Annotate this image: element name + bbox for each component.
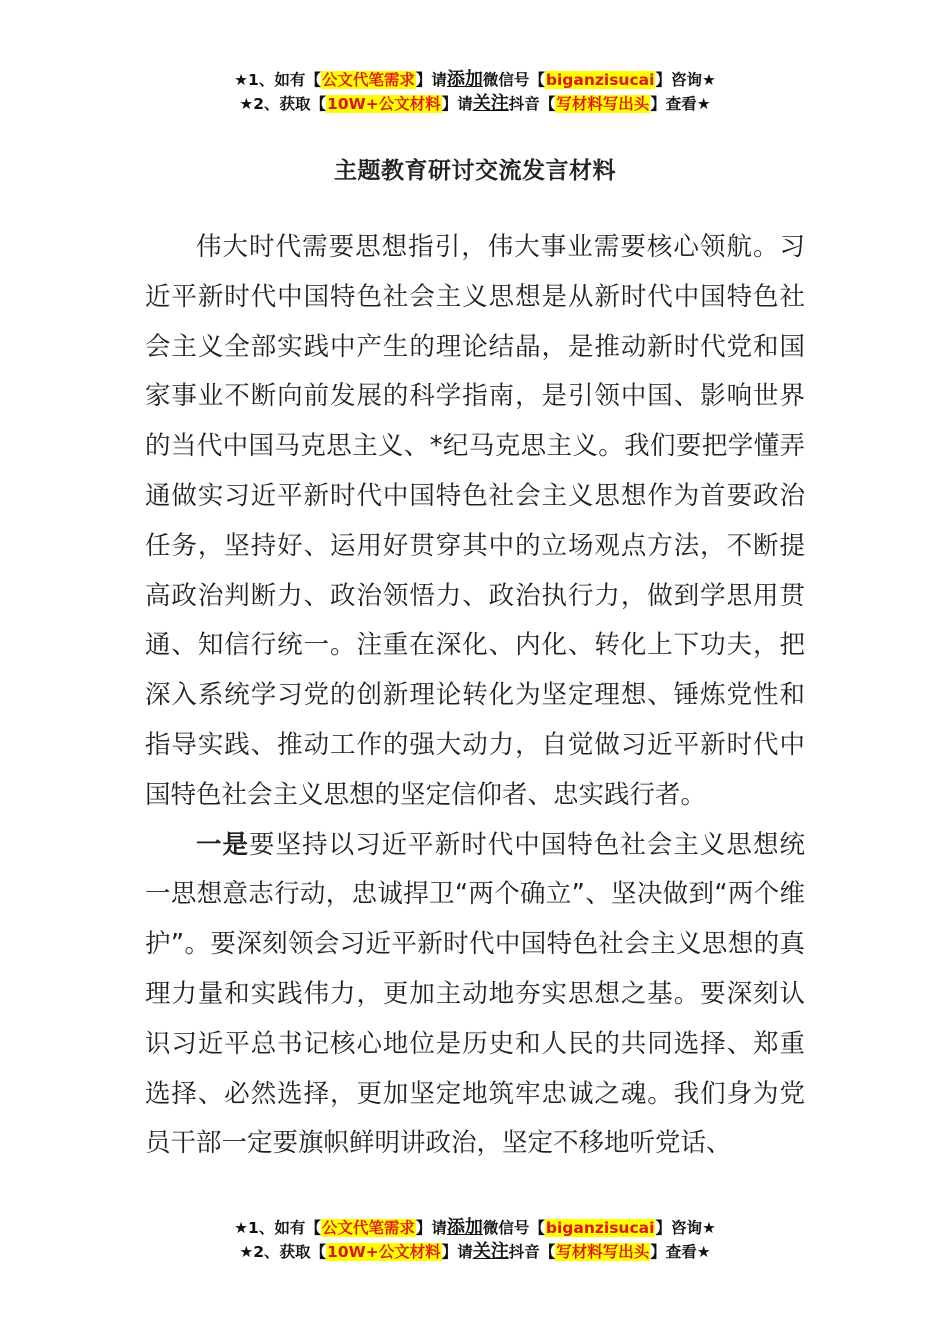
banner-text: ★1、如有【 (234, 1219, 321, 1237)
paragraph-lead: 一是 (196, 829, 250, 860)
banner-text: 】请 (441, 1243, 473, 1261)
banner-text: 】请 (415, 1219, 447, 1237)
banner-highlight: 公文代笔需求 (321, 71, 415, 89)
paragraph-text: 要坚持以习近平新时代中国特色社会主义思想统一思想意志行动，忠诚捍卫“两个确立”、坚决做到“两个维护”。要深刻领会习近平新时代中国特色社会主义思想的真理力量和实践伟力，更加主动地夯实思想之基。要深刻认识习近平总书记核心地位是历史和人民的共同选择、郑重选择、必然选择，更加坚定地筑牢忠诚之魂。我们身为党员干部一定要旗帜鲜明讲政治，坚定不移地听党话、 (145, 829, 805, 1159)
banner-text: 】查看★ (650, 1243, 711, 1261)
banner-wechat-id: biganzisucai (545, 71, 655, 89)
banner-text: ★2、获取【 (239, 1243, 327, 1261)
banner-douyin-name: 写材料写出头 (556, 1243, 650, 1261)
banner-text: 】查看★ (650, 95, 711, 113)
footer-banner (0, 1216, 950, 1264)
banner-underlined: 关注 (472, 93, 509, 114)
document-body (145, 223, 805, 1169)
document-title: 主题教育研讨交流发言材料 (334, 158, 616, 184)
banner-text: ★1、如有【 (234, 71, 321, 89)
banner-underlined: 关注 (472, 1241, 509, 1262)
banner-text: 微信号【 (482, 71, 545, 89)
banner-text: 抖音【 (508, 95, 556, 113)
banner-text: 】咨询★ (655, 71, 716, 89)
banner-highlight: 公文代笔需求 (321, 1219, 415, 1237)
banner-text: 抖音【 (508, 1243, 556, 1261)
banner-wechat-id: biganzisucai (545, 1219, 655, 1237)
banner-line-1 (0, 1216, 950, 1240)
banner-underlined: 添加 (446, 1217, 483, 1238)
banner-line-2 (0, 1240, 950, 1264)
banner-line-1 (0, 68, 950, 92)
banner-highlight: 10W+公文材料 (327, 95, 441, 113)
banner-text: 】请 (415, 71, 447, 89)
banner-douyin-name: 写材料写出头 (556, 95, 650, 113)
banner-text: 】咨询★ (655, 1219, 716, 1237)
banner-highlight: 10W+公文材料 (327, 1243, 441, 1261)
paragraph-point-one (145, 821, 805, 1170)
banner-text: 微信号【 (482, 1219, 545, 1237)
banner-line-2 (0, 92, 950, 116)
banner-text: ★2、获取【 (239, 95, 327, 113)
header-banner (0, 68, 950, 116)
banner-underlined: 添加 (446, 69, 483, 90)
banner-text: 】请 (441, 95, 473, 113)
paragraph-intro: 伟大时代需要思想指引，伟大事业需要核心领航。习近平新时代中国特色社会主义思想是从新时代中国特色社会主义全部实践中产生的理论结晶，是推动新时代党和国家事业不断向前发展的科学指南，是引领中国、影响世界的当代中国马克思主义、*纪马克思主义。我们要把学懂弄通做实习近平新时代中国特色社会主义思想作为首要政治任务，坚持好、运用好贯穿其中的立场观点方法，不断提高政治判断力、政治领悟力、政治执行力，做到学思用贯通、知信行统一。注重在深化、内化、转化上下功夫，把深入系统学习党的创新理论转化为坚定理想、锤炼党性和指导实践、推动工作的强大动力，自觉做习近平新时代中国特色社会主义思想的坚定信仰者、忠实践行者。 (145, 232, 805, 810)
